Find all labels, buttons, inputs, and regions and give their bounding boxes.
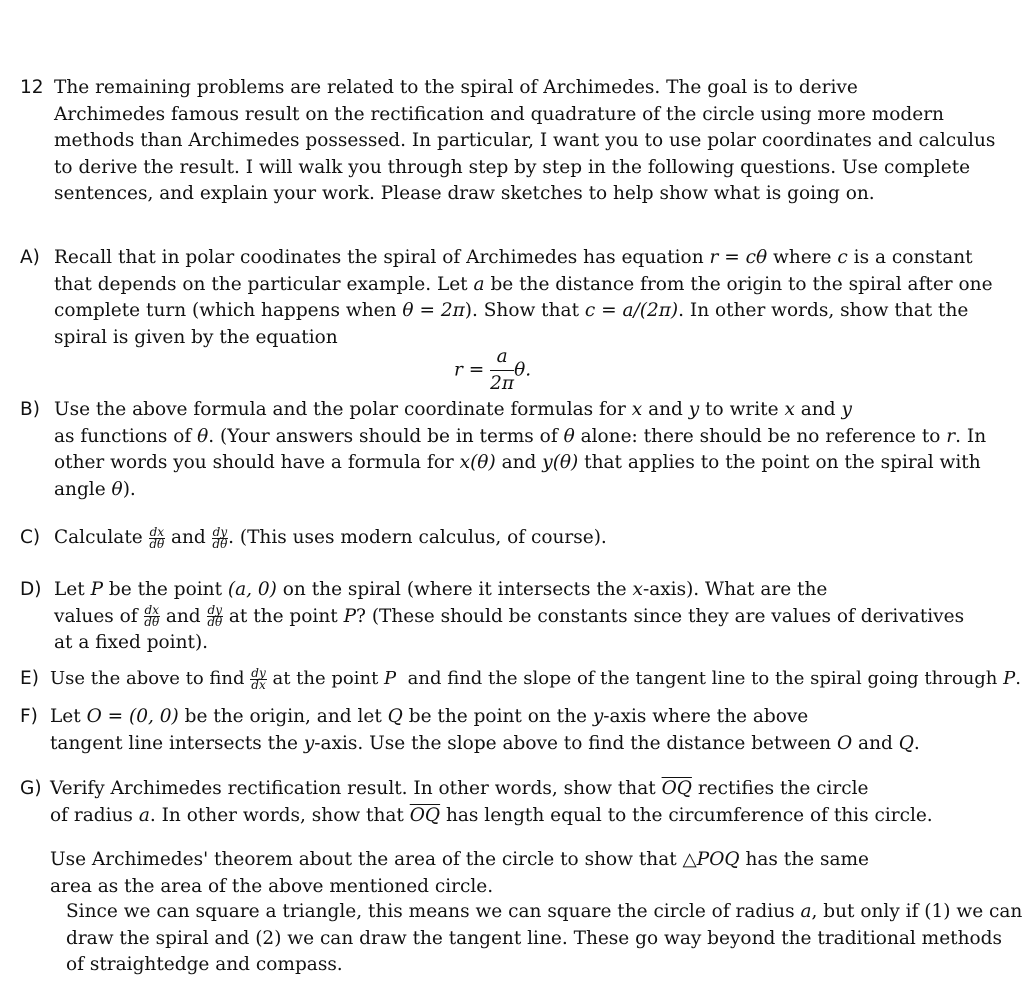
part-f-label: F)	[20, 706, 38, 727]
part-b-line: other words you should have a formula for x(θ) and y(θ) that applies to the point on the spiral with	[54, 452, 981, 473]
derivative-fraction: $\frac{dy}{d\theta}$	[212, 524, 228, 551]
part-f-line: tangent line intersects the y-axis. Use the slope above to find the distance between O and Q.	[50, 732, 920, 754]
part-a-line: that depends on the particular example. Let a be the distance from the origin to the spiral after one	[54, 273, 993, 295]
part-a-text	[54, 245, 993, 351]
part-f-text	[50, 704, 920, 757]
derivative-fraction: $\frac{dy}{d\theta}$	[207, 603, 223, 629]
part-g-line: of radius a. In other words, show that $\overline{OQ}$ has length equal to the circumference of this circle.	[50, 804, 933, 826]
spiral-equation: r = $\frac{a}{2\pi}$ θ.	[454, 344, 531, 397]
part-d-line: Let P be the point (a, 0) on the spiral (where it intersects the x-axis). What are the	[54, 579, 828, 600]
part-g-text	[50, 776, 933, 829]
part-b-line: as functions of θ. (Your answers should be in terms of θ alone: there should be no reference to r. In	[54, 425, 987, 447]
part-d-line: at a fixed point).	[54, 632, 209, 653]
part-f-line: Let O = (0, 0) be the origin, and let Q be the point on the y-axis where the above	[50, 706, 809, 727]
part-b-text	[54, 397, 986, 503]
part-a-line: complete turn (which happens when θ = 2π). Show that c = a/(2π). In other words, show that the	[54, 300, 969, 321]
part-d-line: values of $\frac{dx}{d\theta}$ and $\frac{dy}{d\theta}$ at the point P? (These should be constants since they are values of derivatives	[54, 603, 965, 629]
closing-line: Since we can square a triangle, this means we can square the circle of radius a, but only if (1) we can	[66, 901, 1023, 922]
closing-line: draw the spiral and (2) we can draw the tangent line. These go way beyond the traditional methods	[66, 927, 1002, 949]
part-c-text	[54, 525, 607, 552]
intro-line: Archimedes famous result on the rectification and quadrature of the circle using more modern	[54, 103, 944, 125]
part-a-label: A)	[20, 247, 40, 268]
equation-fraction: $\frac{a}{2\pi}$	[490, 346, 515, 394]
part-e-text	[50, 666, 1021, 693]
part-g-line: Verify Archimedes rectification result. In other words, show that $\overline{OQ}$ rectifies the circle	[50, 778, 869, 799]
part-b-label: B)	[20, 399, 40, 420]
area-line: Use Archimedes' theorem about the area of the circle to show that △POQ has the same	[50, 849, 869, 870]
part-e-label: E)	[20, 668, 39, 689]
part-b-line: angle θ).	[54, 478, 136, 500]
closing-line: of straightedge and compass.	[66, 954, 343, 975]
intro-line: sentences, and explain your work. Please draw sketches to help show what is going on.	[54, 183, 875, 204]
part-b-line: Use the above formula and the polar coordinate formulas for x and y to write x and y	[54, 399, 852, 420]
part-a-line: Recall that in polar coodinates the spiral of Archimedes has equation r = cθ where c is a constant	[54, 247, 973, 268]
closing-paragraph	[66, 899, 1022, 979]
part-c-label: C)	[20, 527, 41, 548]
part-a-line: spiral is given by the equation	[54, 326, 338, 348]
part-e-line: Use the above to find $\frac{dy}{dx}$ at the point P and find the slope of the tangent line to the spiral going through P.	[50, 665, 1021, 692]
derivative-fraction: $\frac{dx}{d\theta}$	[149, 524, 165, 551]
intro-line: methods than Archimedes possessed. In particular, I want you to use polar coordinates and calculus	[54, 130, 996, 151]
part-g-label: G)	[20, 778, 42, 799]
intro-line: to derive the result. I will walk you through step by step in the following questions. Use complete	[54, 156, 971, 178]
intro-line: The remaining problems are related to the spiral of Archimedes. The goal is to derive	[54, 77, 858, 98]
area-line: area as the area of the above mentioned circle.	[50, 875, 494, 897]
derivative-fraction: $\frac{dx}{d\theta}$	[144, 603, 160, 629]
part-c-line: Calculate $\frac{dx}{d\theta}$ and $\frac{dy}{d\theta}$ . (This uses modern calculus, of course).	[54, 524, 607, 551]
intro-paragraph	[54, 75, 995, 208]
derivative-fraction: $\frac{dy}{dx}$	[251, 665, 266, 692]
part-d-text	[54, 577, 964, 657]
area-paragraph	[50, 847, 869, 900]
part-d-label: D)	[20, 579, 42, 600]
problem-number: 12	[20, 77, 44, 98]
